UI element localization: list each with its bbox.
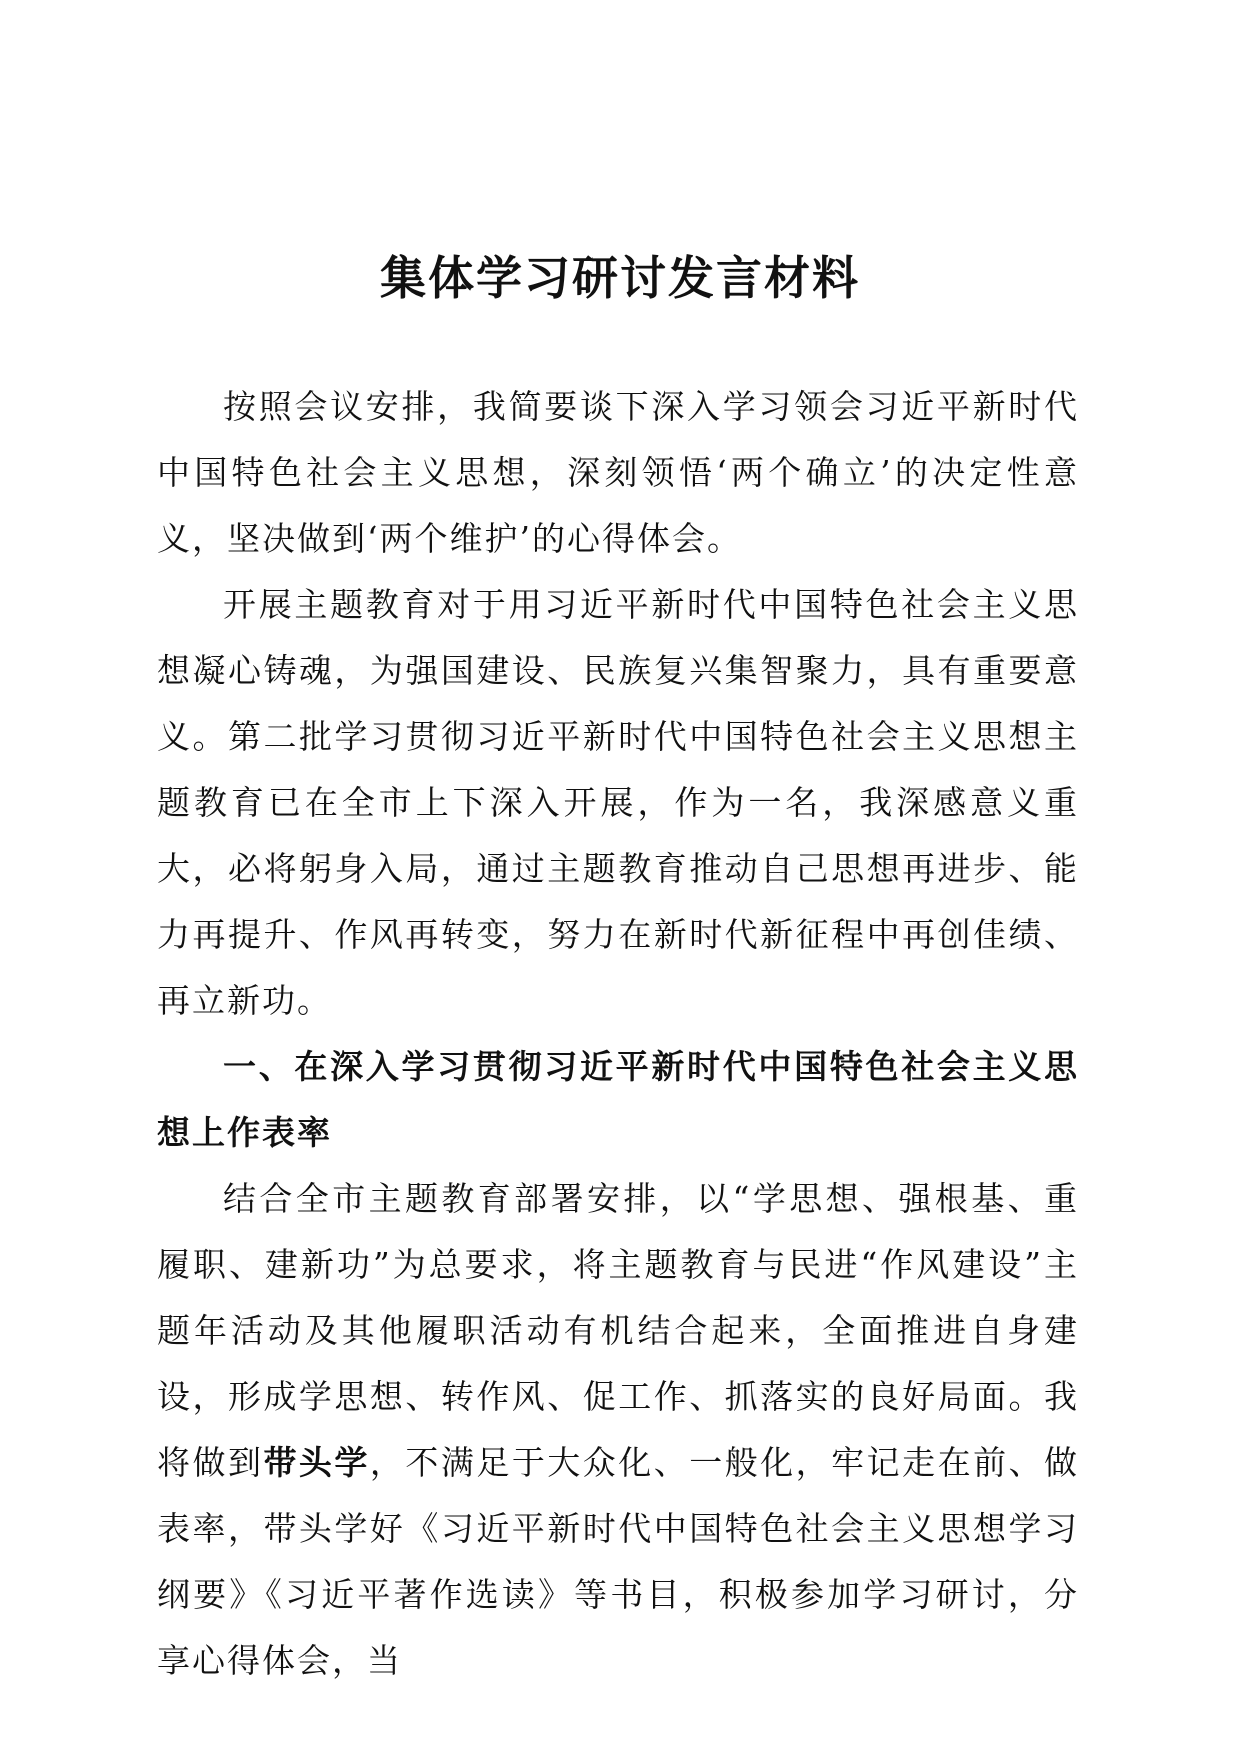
paragraph-background: 开展主题教育对于用习近平新时代中国特色社会主义思想凝心铸魂，为强国建设、民族复兴集智聚力，具有重要意义。第二批学习贯彻习近平新时代中国特色社会主义思想主题教育已在全市上下深入开展，作为一名，我深感意义重大，必将躬身入局，通过主题教育推动自己思想再进步、能力再提升、作风再转变，努力在新时代新征程中再创佳绩、再立新功。: [157, 585, 1079, 1020]
paragraph-section-1: [157, 1166, 1079, 1694]
paragraph-intro: 按照会议安排，我简要谈下深入学习领会习近平新时代中国特色社会主义思想，深刻领悟‘两个确立’的决定性意义，坚决做到‘两个维护’的心得体会。: [157, 387, 1079, 558]
document-title: 集体学习研讨发言材料: [380, 251, 860, 305]
section-heading-1: 一、在深入学习贯彻习近平新时代中国特色社会主义思想上作表率: [157, 1047, 1079, 1152]
document-body: [157, 374, 1079, 1694]
bold-phrase: 带头学: [263, 1443, 370, 1482]
paragraph-text-after: ，不满足于大众化、一般化，牢记走在前、做表率，带头学好《习近平新时代中国特色社会主义思想学习纲要》《习近平著作选读》等书目，积极参加学习研讨，分享心得体会，当: [157, 1443, 1080, 1680]
paragraph-text-before: 结合全市主题教育部署安排，以“学思想、强根基、重履职、建新功”为总要求，将主题教育与民进“作风建设”主题年活动及其他履职活动有机结合起来，全面推进自身建设，形成学思想、转作风、促工作、抓落实的良好局面。我将做到: [157, 1179, 1079, 1482]
